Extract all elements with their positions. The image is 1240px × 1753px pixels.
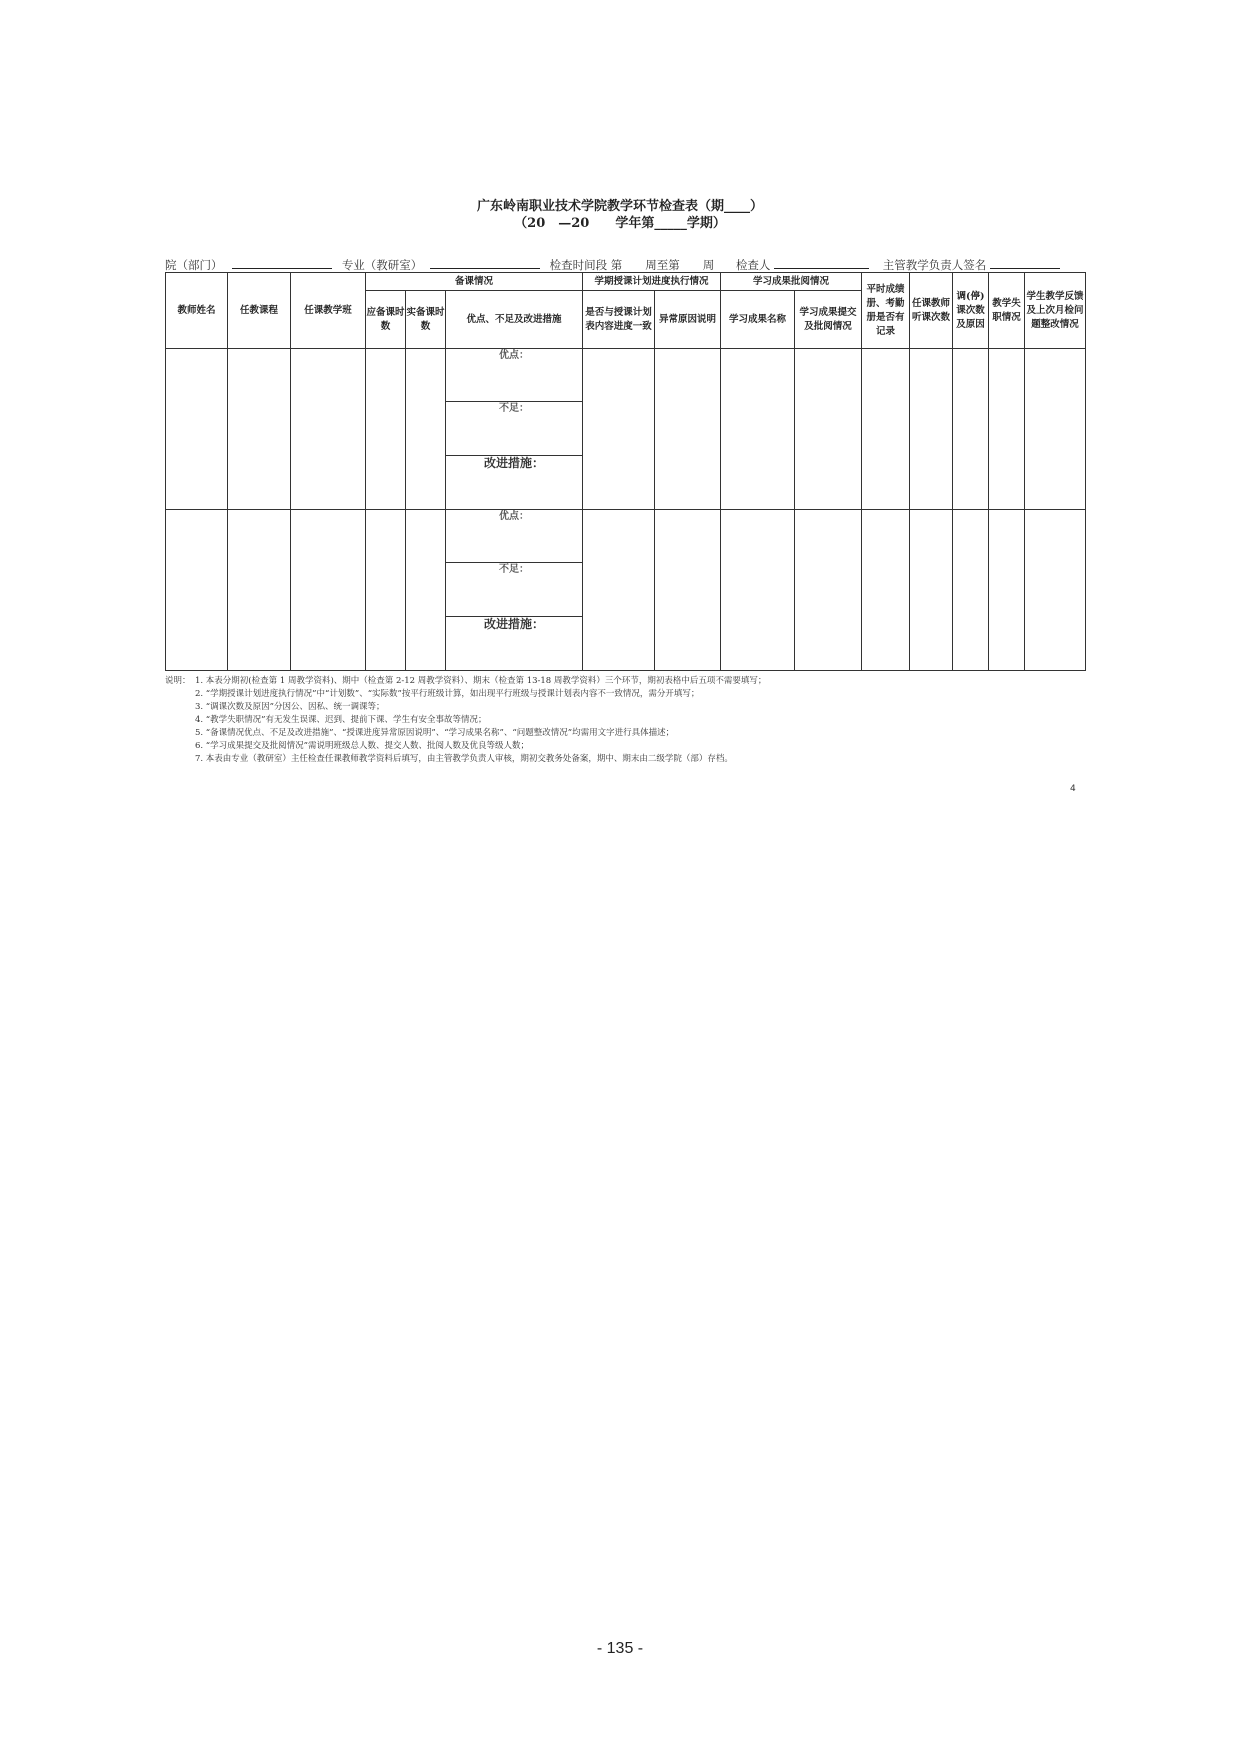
merit-cell[interactable]: 优点：	[446, 349, 583, 402]
header-teacher: 教师姓名	[166, 273, 228, 349]
deficiency-cell[interactable]: 不足：	[446, 563, 583, 617]
header-feedback: 学生教学反馈及上次月检问题整改情况	[1025, 273, 1086, 349]
improvement-cell[interactable]: 改进措施：	[446, 617, 583, 671]
notes-section	[165, 675, 1085, 766]
header-due-hours: 应备课时数	[366, 291, 406, 349]
header-outcome-group: 学习成果批阅情况	[721, 273, 862, 291]
abnormal-cell[interactable]	[655, 510, 721, 671]
note-item: 2. “学期授课计划进度执行情况”中“计划数”、“实际数”按平行班级计算，如出现平行班级与授课计划表内容不一致情况，需分开填写；	[195, 689, 700, 699]
grades-record-cell[interactable]	[862, 510, 910, 671]
observe-count-cell[interactable]	[910, 349, 953, 510]
header-outcome-review: 学习成果提交及批阅情况	[795, 291, 862, 349]
outcome-name-cell[interactable]	[721, 510, 795, 671]
header-plan-group: 学期授课计划进度执行情况	[583, 273, 721, 291]
actual-hours-cell[interactable]	[406, 349, 446, 510]
observe-count-cell[interactable]	[910, 510, 953, 671]
info-line	[165, 256, 1085, 273]
outcome-name-cell[interactable]	[721, 349, 795, 510]
due-hours-cell[interactable]	[366, 510, 406, 671]
reschedule-cell[interactable]	[953, 349, 989, 510]
deficiency-cell[interactable]: 不足：	[446, 402, 583, 456]
header-outcome-name: 学习成果名称	[721, 291, 795, 349]
inner-page-number: 4	[1070, 784, 1076, 794]
note-item: 7. 本表由专业（教研室）主任检查任课教师教学资料后填写，由主管教学负责人审核，期初交教务处备案，期中、期末由二级学院（部）存档。	[195, 754, 733, 764]
note-item: 3. “调课次数及原因”分因公、因私、统一调课等；	[195, 702, 385, 712]
abnormal-cell[interactable]	[655, 349, 721, 510]
page-number: - 135 -	[596, 1640, 644, 1657]
merit-cell[interactable]: 优点：	[446, 510, 583, 563]
dept-blank[interactable]	[232, 256, 332, 269]
grades-record-cell[interactable]	[862, 349, 910, 510]
notes-lead: 说明：	[165, 676, 191, 686]
consistent-cell[interactable]	[583, 349, 655, 510]
teacher-cell[interactable]	[166, 349, 228, 510]
note-item: 4. “教学失职情况”有无发生误课、迟到、提前下课、学生有安全事故等情况；	[195, 715, 487, 725]
class-cell[interactable]	[291, 510, 366, 671]
header-evaluation: 优点、不足及改进措施	[446, 291, 583, 349]
header-grades-record: 平时成绩册、考勤册是否有记录	[862, 273, 910, 349]
course-cell[interactable]	[228, 349, 291, 510]
table-row	[166, 349, 1086, 402]
feedback-cell[interactable]	[1025, 510, 1086, 671]
inspection-table	[165, 272, 1086, 671]
header-actual-hours: 实备课时数	[406, 291, 446, 349]
feedback-cell[interactable]	[1025, 349, 1086, 510]
misconduct-cell[interactable]	[989, 510, 1025, 671]
header-course: 任教课程	[228, 273, 291, 349]
period-label: 检查时间段 第 周至第 周	[549, 258, 715, 272]
title-line-1: 广东岭南职业技术学院教学环节检查表（期____）	[476, 199, 763, 214]
outcome-review-cell[interactable]	[795, 349, 862, 510]
improvement-cell[interactable]: 改进措施：	[446, 456, 583, 510]
outcome-review-cell[interactable]	[795, 510, 862, 671]
header-prep-group: 备课情况	[366, 273, 583, 291]
header-reschedule: 调(停)课次数及原因	[953, 273, 989, 349]
note-item: 6. “学习成果提交及批阅情况”需说明班级总人数、提交人数、批阅人数及优良等级人数；	[195, 741, 530, 751]
due-hours-cell[interactable]	[366, 349, 406, 510]
major-label: 专业（教研室）	[341, 258, 423, 272]
header-consistent: 是否与授课计划表内容进度一致	[583, 291, 655, 349]
consistent-cell[interactable]	[583, 510, 655, 671]
misconduct-cell[interactable]	[989, 349, 1025, 510]
course-cell[interactable]	[228, 510, 291, 671]
header-class: 任课教学班	[291, 273, 366, 349]
major-blank[interactable]	[430, 256, 540, 269]
supervisor-blank[interactable]	[990, 256, 1060, 269]
actual-hours-cell[interactable]	[406, 510, 446, 671]
dept-label: 院（部门）	[165, 258, 223, 272]
header-observe-count: 任课教师听课次数	[910, 273, 953, 349]
table-row	[166, 510, 1086, 563]
title-line-2: （20 —20 学年第_____学期）	[514, 216, 726, 231]
teacher-cell[interactable]	[166, 510, 228, 671]
class-cell[interactable]	[291, 349, 366, 510]
note-item: 5. “备课情况优点、不足及改进措施”、“授课进度异常原因说明”、“学习成果名称”、“问题整改情况”均需用文字进行具体描述；	[195, 728, 675, 738]
header-abnormal: 异常原因说明	[655, 291, 721, 349]
checker-label: 检查人	[735, 258, 771, 272]
supervisor-label: 主管教学负责人签名	[882, 258, 987, 272]
checker-blank[interactable]	[774, 256, 869, 269]
reschedule-cell[interactable]	[953, 510, 989, 671]
form-title	[0, 198, 1240, 232]
note-item: 说明： 1. 本表分期初(检查第 1 周教学资料)、期中（检查第 2-12 周教学资料）、期末（检查第 13-18 周教学资料）三个环节，期初表格中后五项不需要填写；	[165, 676, 767, 686]
header-misconduct: 教学失职情况	[989, 273, 1025, 349]
header-row-1	[166, 273, 1086, 291]
